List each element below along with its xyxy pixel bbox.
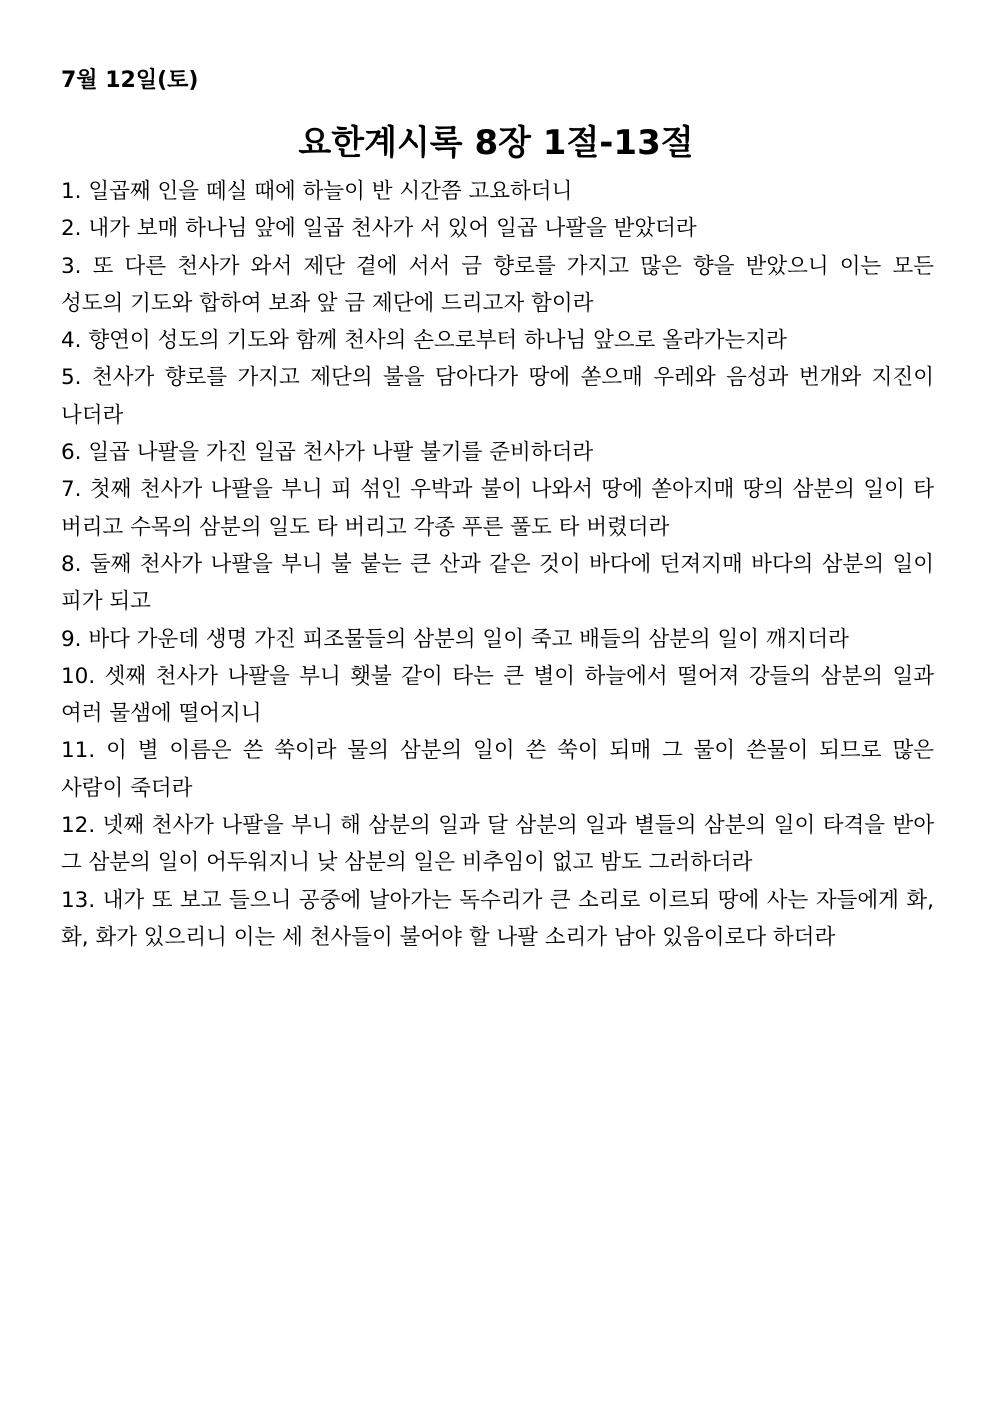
verse-7: 7. 첫째 천사가 나팔을 부니 피 섞인 우박과 불이 나와서 땅에 쏟아지매 땅의 삼분의 일이 타 버리고 수목의 삼분의 일도 타 버리고 각종 푸른 풀도 타 버렸더라 xyxy=(61,477,934,540)
verse-3: 3. 또 다른 천사가 와서 제단 곁에 서서 금 향로를 가지고 많은 향을 받았으니 이는 모든 성도의 기도와 합하여 보좌 앞 금 제단에 드리고자 함이라 xyxy=(61,253,934,316)
verse-10: 10. 셋째 천사가 나팔을 부니 횃불 같이 타는 큰 별이 하늘에서 떨어져 강들의 삼분의 일과 여러 물샘에 떨어지니 xyxy=(61,663,934,727)
passage-title: 요한계시록 8장 1절-13절 xyxy=(298,123,694,163)
verse-2: 2. 내가 보매 하나님 앞에 일곱 천사가 서 있어 일곱 나팔을 받았더라 xyxy=(61,216,697,242)
verse-6: 6. 일곱 나팔을 가진 일곱 천사가 나팔 불기를 준비하더라 xyxy=(61,440,594,466)
verse-11: 11. 이 별 이름은 쓴 쑥이라 물의 삼분의 일이 쓴 쑥이 되매 그 물이 쓴물이 되므로 많은 사람이 죽더라 xyxy=(61,738,934,801)
verse-13: 13. 내가 또 보고 들으니 공중에 날아가는 독수리가 큰 소리로 이르되 땅에 사는 자들에게 화, 화, 화가 있으리니 이는 세 천사들이 불어야 할 나팔 소리가 남아 있음이로다 하더라 xyxy=(61,887,934,950)
verse-8: 8. 둘째 천사가 나팔을 부니 불 붙는 큰 산과 같은 것이 바다에 던져지매 바다의 삼분의 일이 피가 되고 xyxy=(61,551,934,615)
verse-1: 1. 일곱째 인을 떼실 때에 하늘이 반 시간쯤 고요하더니 xyxy=(61,179,573,204)
verse-9: 9. 바다 가운데 생명 가진 피조물들의 삼분의 일이 죽고 배들의 삼분의 일이 깨지더라 xyxy=(61,626,849,652)
verse-list xyxy=(61,173,934,956)
verse-5: 5. 천사가 향로를 가지고 제단의 불을 담아다가 땅에 쏟으매 우레와 음성과 번개와 지진이 나더라 xyxy=(61,365,934,428)
reading-date: 7월 12일(토) xyxy=(61,68,199,93)
verse-12: 12. 넷째 천사가 나팔을 부니 해 삼분의 일과 달 삼분의 일과 별들의 삼분의 일이 타격을 받아 그 삼분의 일이 어두워지니 낮 삼분의 일은 비추임이 없고 밤도 그러하더라 xyxy=(61,813,934,876)
verse-4: 4. 향연이 성도의 기도와 함께 천사의 손으로부터 하나님 앞으로 올라가는지라 xyxy=(61,328,787,354)
